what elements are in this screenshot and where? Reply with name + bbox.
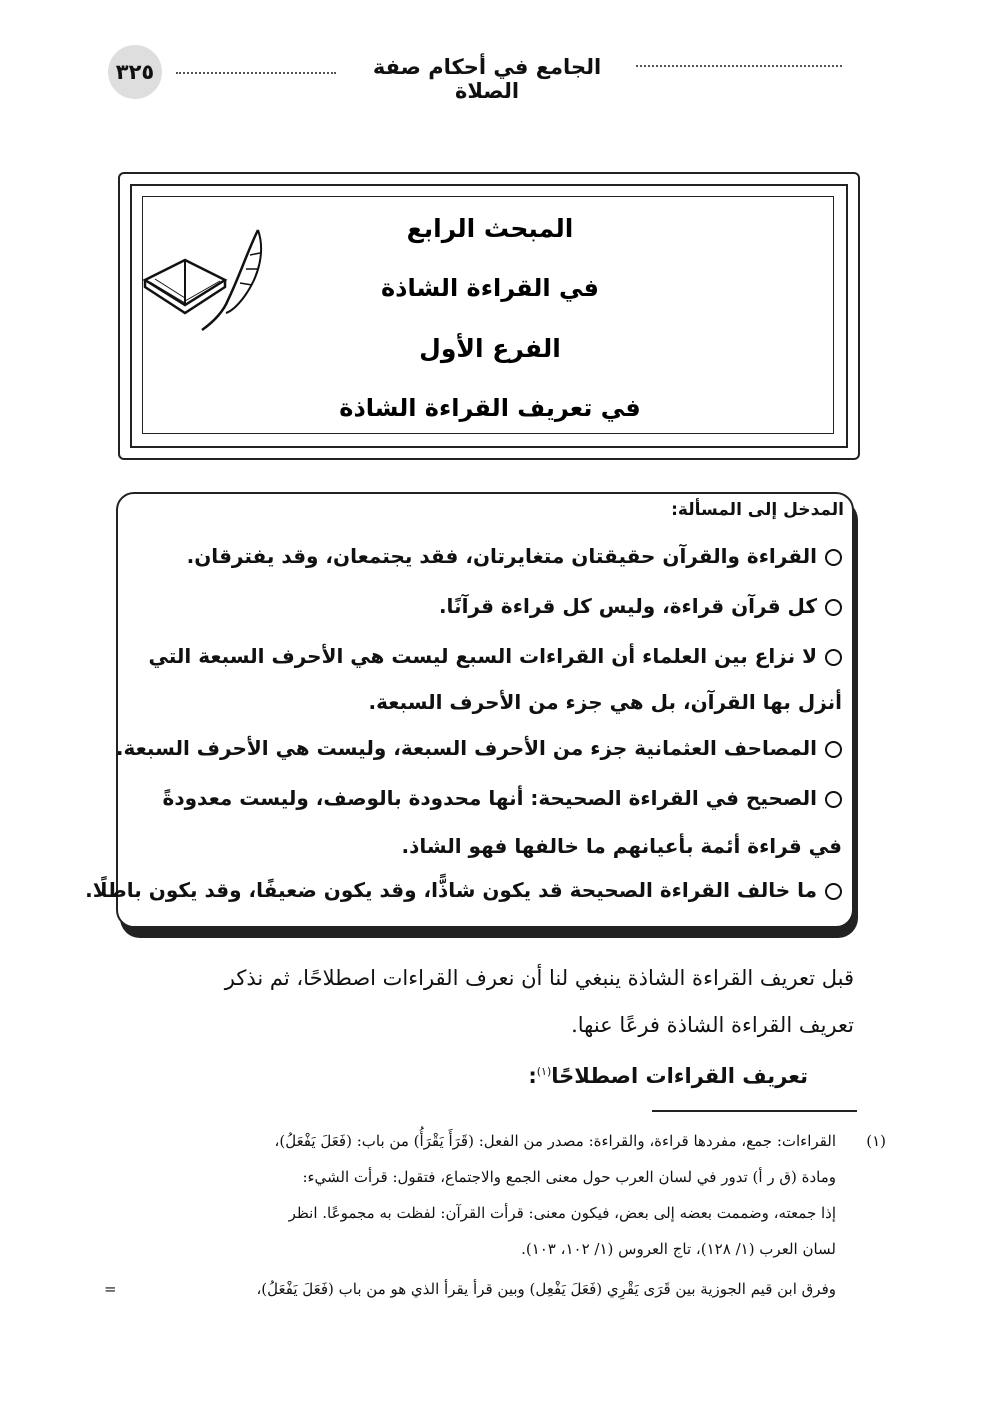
intro-bullet-5-cont: في قراءة أئمة بأعيانهم ما خالفها فهو الشاذ. — [401, 834, 842, 858]
intro-bullet-3: لا نزاع بين العلماء أن القراءات السبع ليست هي الأحرف السبعة التي — [142, 644, 842, 668]
branch-subtitle: في تعريف القراءة الشاذة — [339, 394, 641, 422]
page-number: ٣٢٥ — [108, 45, 162, 99]
bullet-circle-icon — [825, 649, 842, 666]
footnote-continuation-mark: = — [104, 1280, 117, 1298]
footnote-line-5: وفرق ابن قيم الجوزية بين قَرَى يَقْرِي (فَعَلَ يَفْعِل) وبين قرأ يقرأ الذي هو من باب (فَعَلَ يَفْعَلُ)، — [256, 1280, 836, 1298]
bullet-circle-icon — [825, 599, 842, 616]
footnote-line-2: ومادة (ق ر أ) تدور في لسان العرب حول معنى الجمع والاجتماع، فتقول: قرأت الشيء: — [302, 1168, 836, 1186]
section-title: المبحث الرابع — [406, 214, 574, 243]
bullet-circle-icon — [825, 549, 842, 566]
footnote-rule — [652, 1110, 857, 1112]
intro-bullet-5: الصحيح في القراءة الصحيحة: أنها محدودة بالوصف، وليست معدودةً — [142, 786, 842, 810]
bullet-circle-icon — [825, 741, 842, 758]
header-dots-right — [636, 65, 842, 67]
body-paragraph-line-2: تعريف القراءة الشاذة فرعًا عنها. — [571, 1013, 854, 1037]
bullet-circle-icon — [825, 791, 842, 808]
intro-bullet-6: ما خالف القراءة الصحيحة قد يكون شاذًّا، وقد يكون ضعيفًا، وقد يكون باطلًا. — [142, 878, 842, 902]
intro-box-heading: المدخل إلى المسألة: — [671, 500, 844, 520]
footnote-line-4: لسان العرب (١/ ١٢٨)، تاج العروس (١/ ١٠٢، ١٠٣). — [521, 1240, 836, 1258]
intro-bullet-4: المصاحف العثمانية جزء من الأحرف السبعة، وليست هي الأحرف السبعة. — [142, 736, 842, 760]
bullet-circle-icon — [825, 883, 842, 900]
intro-bullet-2: كل قرآن قراءة، وليس كل قراءة قرآنًا. — [142, 594, 842, 618]
header-dots-left — [176, 72, 336, 74]
body-paragraph-line-1: قبل تعريف القراءة الشاذة ينبغي لنا أن نعرف القراءات اصطلاحًا، ثم نذكر — [224, 966, 854, 990]
intro-bullet-1: القراءة والقرآن حقيقتان متغايرتان، فقد يجتمعان، وقد يفترقان. — [142, 544, 842, 568]
branch-title: الفرع الأول — [419, 334, 561, 363]
intro-bullet-3-cont: أنزل بها القرآن، بل هي جزء من الأحرف السبعة. — [368, 690, 842, 714]
footnote-line-3: إذا جمعته، وضممت بعضه إلى بعض، فيكون معنى: قرأت القرآن: لفظت به مجموعًا. انظر — [288, 1204, 836, 1222]
running-title: الجامع في أحكام صفة الصلاة — [372, 55, 602, 103]
footnote-line-1: القراءات: جمع، مفردها قراءة، والقراءة: مصدر من الفعل: (قَرَأَ يَقْرَأُ) من باب: (فَعَلَ يَفْعَلُ)، — [274, 1132, 836, 1150]
section-subtitle: في القراءة الشاذة — [381, 274, 599, 302]
footnote-number: (١) — [866, 1132, 886, 1150]
footnote-ref[interactable]: (١) — [536, 1065, 552, 1078]
subheading: تعريف القراءات اصطلاحًا$^{(١)}$: — [528, 1064, 808, 1088]
